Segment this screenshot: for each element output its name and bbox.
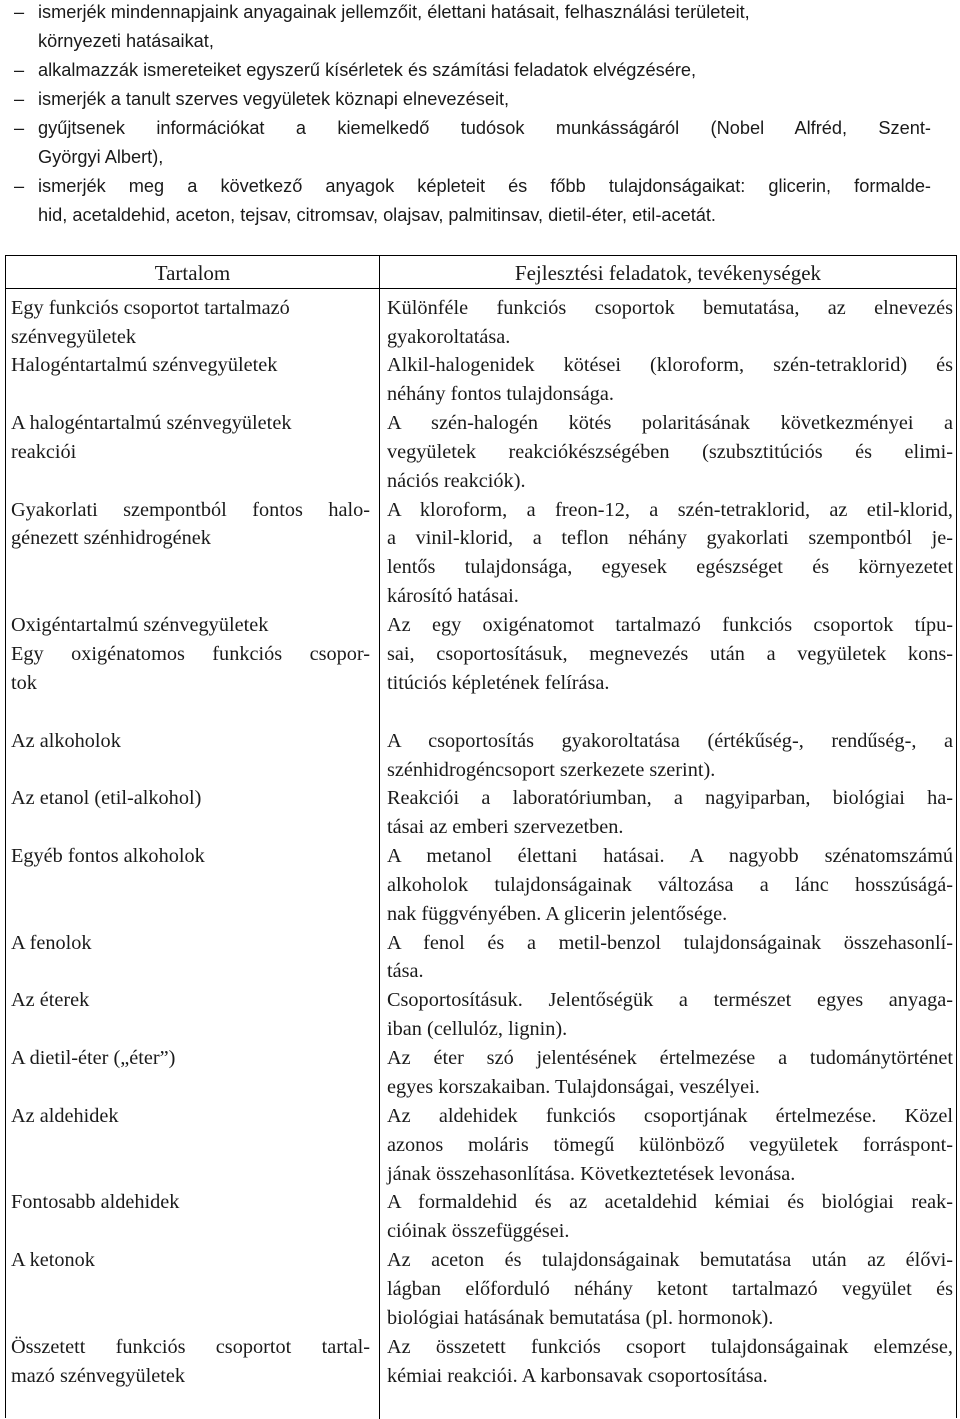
- task-cell-line: gyakoroltatása.: [387, 326, 511, 348]
- task-cell-line: a vinil-klorid, a teflon néhány gyakorlati szempontból je-: [387, 527, 953, 549]
- task-cell-line: vegyületek reakciókészségében (szubsztitúciós és elimi-: [387, 441, 953, 463]
- bullet-5-line-1: ismerjék meg a következő anyagok képleteit és főbb tulajdonságaikat: glicerin, formalde-: [38, 176, 931, 196]
- content-cell-line: Összetett funkciós csoportot tartal-: [11, 1336, 370, 1358]
- task-cell-line: sai, csoportosításuk, megnevezés után a vegyületek kons-: [387, 643, 953, 665]
- content-cell-line: Fontosabb aldehidek: [11, 1191, 180, 1213]
- header-divider: [6, 288, 956, 289]
- task-cell-line: biológiai hatásának bemutatása (pl. hormonok).: [387, 1307, 774, 1329]
- task-cell-line: Az aceton és tulajdonságainak bemutatása után az élővi-: [387, 1249, 953, 1271]
- bullet-1-line-1: ismerjék mindennapjaink anyagainak jellemzőit, élettani hatásait, felhasználási területeit,: [38, 2, 750, 22]
- content-cell-line: Az éterek: [11, 989, 90, 1011]
- task-cell-line: titúciós képletének felírása.: [387, 672, 610, 694]
- task-cell-line: A szén-halogén kötés polaritásának következményei a: [387, 412, 953, 434]
- header-tartalom: Tartalom: [154, 261, 231, 285]
- task-cell-line: nációs reakciók).: [387, 470, 526, 492]
- bullet-3-line-1: ismerjék a tanult szerves vegyületek köznapi elnevezéseit,: [38, 89, 510, 109]
- task-cell-line: Az egy oxigénatomot tartalmazó funkciós csoportok típu-: [387, 614, 953, 636]
- content-cell-line: Egy funkciós csoportot tartalmazó: [11, 297, 290, 319]
- task-cell-line: tásai az emberi szervezetben.: [387, 816, 624, 838]
- content-cell-line: Az aldehidek: [11, 1105, 119, 1127]
- bullet-2-line-1: alkalmazzák ismereteiket egyszerű kísérletek és számítási feladatok elvégzésére,: [38, 60, 697, 80]
- task-cell-line: A metanol élettani hatásai. A nagyobb szénatomszámú: [387, 845, 953, 867]
- bullet-4-line-2: Györgyi Albert),: [38, 147, 164, 167]
- content-cell-line: szénvegyületek: [11, 326, 137, 348]
- content-cell-line: Halogéntartalmú szénvegyületek: [11, 354, 278, 376]
- content-cell-line: Oxigéntartalmú szénvegyületek: [11, 614, 269, 636]
- task-cell-line: A kloroform, a freon-12, a szén-tetraklorid, az etil-klorid,: [387, 499, 953, 521]
- content-cell-line: A dietil-éter („éter”): [11, 1047, 176, 1069]
- bullet-dash: –: [14, 60, 25, 80]
- task-cell-line: A formaldehid és az acetaldehid kémiai és biológiai reak-: [387, 1191, 953, 1213]
- content-cell-line: Gyakorlati szempontból fontos halo-: [11, 499, 370, 521]
- content-cell-line: A halogéntartalmú szénvegyületek: [11, 412, 292, 434]
- task-cell-line: Különféle funkciós csoportok bemutatása, az elnevezés: [387, 297, 953, 319]
- content-cell-line: Egy oxigénatomos funkciós csopor-: [11, 643, 370, 665]
- content-cell-line: génezett szénhidrogének: [11, 527, 211, 549]
- bullet-1-line-2: környezeti hatásaikat,: [38, 31, 214, 51]
- task-cell-line: A fenol és a metil-benzol tulajdonságainak összehasonlí-: [387, 932, 953, 954]
- bullet-dash: –: [14, 89, 25, 109]
- content-cell-line: tok: [11, 672, 37, 694]
- content-cell-line: Egyéb fontos alkoholok: [11, 845, 205, 867]
- task-cell-line: károsító hatásai.: [387, 585, 519, 607]
- bullet-5-line-2: hid, acetaldehid, aceton, tejsav, citromsav, olajsav, palmitinsav, dietil-éter, etil-acetát.: [38, 205, 716, 225]
- task-cell-line: Csoportosításuk. Jelentőségük a természet egyes anyaga-: [387, 989, 953, 1011]
- task-cell-line: szénhidrogéncsoport szerkezete szerint).: [387, 759, 716, 781]
- content-cell-line: mazó szénvegyületek: [11, 1365, 186, 1387]
- task-cell-line: jának összehasonlítása. Következtetések levonása.: [387, 1163, 796, 1185]
- task-cell-line: Alkil-halogenidek kötései (kloroform, szén-tetraklorid) és: [387, 354, 953, 376]
- content-cell-line: Az alkoholok: [11, 730, 121, 752]
- header-fejlesztesi-feladatok: Fejlesztési feladatok, tevékenységek: [514, 261, 822, 285]
- column-divider: [379, 256, 380, 1419]
- bullet-dash: –: [14, 2, 25, 22]
- task-cell-line: iban (cellulóz, lignin).: [387, 1018, 568, 1040]
- bullet-dash: –: [14, 176, 25, 196]
- task-cell-line: cióinak összefüggései.: [387, 1220, 570, 1242]
- task-cell-line: lágban előforduló néhány ketont tartalmazó vegyület és: [387, 1278, 953, 1300]
- bullet-dash: –: [14, 118, 25, 138]
- task-cell-line: Az éter szó jelentésének értelmezése a tudománytörténet: [387, 1047, 953, 1069]
- curriculum-table: [5, 255, 957, 1418]
- task-cell-line: Az aldehidek funkciós csoportjának értelmezése. Közel: [387, 1105, 953, 1127]
- task-cell-line: néhány fontos tulajdonsága.: [387, 383, 614, 405]
- task-cell-line: A csoportosítás gyakoroltatása (értékűség-, rendűség-, a: [387, 730, 953, 752]
- task-cell-line: kémiai reakciói. A karbonsavak csoportosítása.: [387, 1365, 768, 1387]
- content-cell-line: A ketonok: [11, 1249, 95, 1271]
- bullet-4-line-1: gyűjtsenek információkat a kiemelkedő tudósok munkásságáról (Nobel Alfréd, Szent-: [38, 118, 931, 138]
- task-cell-line: alkoholok tulajdonságainak változása a lánc hosszúságá-: [387, 874, 953, 896]
- task-cell-line: nak függvényében. A glicerin jelentősége.: [387, 903, 728, 925]
- content-cell-line: reakciói: [11, 441, 77, 463]
- task-cell-line: tása.: [387, 960, 424, 982]
- content-cell-line: Az etanol (etil-alkohol): [11, 787, 202, 809]
- task-cell-line: Reakciói a laboratóriumban, a nagyiparban, biológiai ha-: [387, 787, 953, 809]
- task-cell-line: lentős tulajdonsága, egyesek egészséget és környezetet: [387, 556, 953, 578]
- content-cell-line: A fenolok: [11, 932, 92, 954]
- task-cell-line: Az összetett funkciós csoport tulajdonságainak elemzése,: [387, 1336, 953, 1358]
- task-cell-line: azonos moláris tömegű különböző vegyületek forráspont-: [387, 1134, 953, 1156]
- task-cell-line: egyes korszakaiban. Tulajdonságai, veszélyei.: [387, 1076, 760, 1098]
